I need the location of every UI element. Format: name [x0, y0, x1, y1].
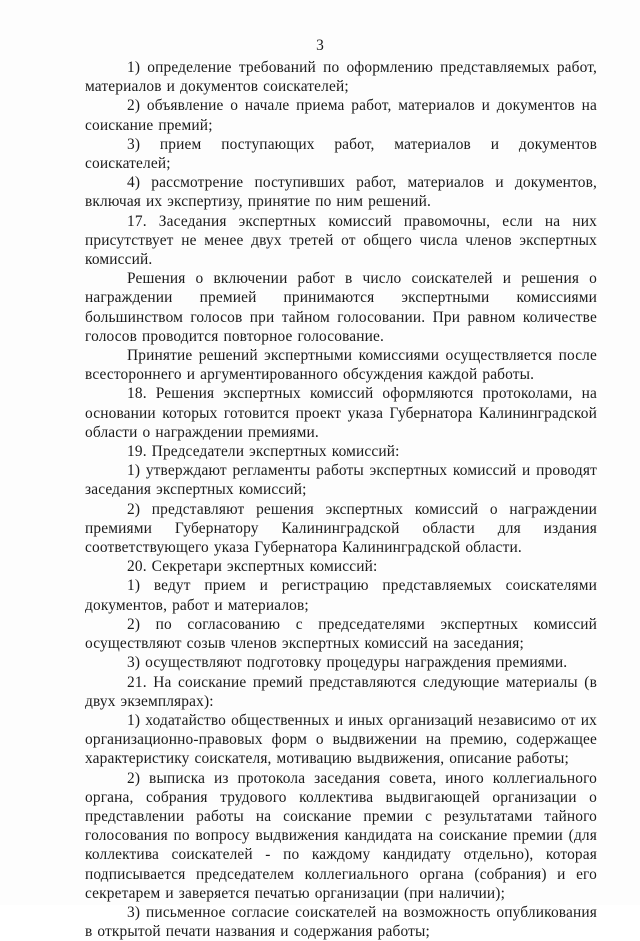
- paragraph: 1) ведут прием и регистрацию представляемых соискателями документов, работ и материалов;: [85, 577, 597, 614]
- paragraph: 1) ходатайство общественных и иных организаций независимо от их организационно-правовых форм о выдвижении на премию, содержащее характеристику соискателя, мотивацию выдвижения, описание работы;: [85, 711, 597, 768]
- page-number: 3: [316, 37, 324, 54]
- paragraph: 2) выписка из протокола заседания совета, иного коллегиального органа, собрания трудового коллектива выдвигающей организации о представлении работы на соискание премии с результатами тайного голосования по вопросу выдвижения кандидата на соискание премии (для коллектива соискателей - по каждому кандидату отдельно), которая подписывается председателем коллегиального органа (собрания) и его секретарем и заверяется печатью организации (при наличии);: [85, 769, 597, 902]
- paragraph: 1) определение требований по оформлению представляемых работ, материалов и документов соискателей;: [85, 59, 597, 96]
- paragraph: 3) прием поступающих работ, материалов и документов соискателей;: [85, 135, 597, 173]
- paragraph: Решения о включении работ в число соискателей и решения о награждении премией принимаются экспертными комиссиями большинством голосов при тайном голосовании. При равном количестве голосов проводится повторное голосование.: [85, 270, 597, 345]
- paragraph: 2) представляют решения экспертных комиссий о награждении премиями Губернатору Калининградской области для издания соответствующего указа Губернатора Калининградской области.: [85, 500, 597, 557]
- paragraph: 2) объявление о начале приема работ, материалов и документов на соискание премий;: [85, 97, 597, 134]
- paragraph: 3) письменное согласие соискателей на возможность опубликования в открытой печати названия и содержания работы;: [85, 903, 597, 941]
- paragraph: 21. На соискание премий представляются следующие материалы (в двух экземплярах):: [85, 673, 597, 710]
- paragraph: Принятие решений экспертными комиссиями осуществляется после всестороннего и аргументированного обсуждения каждой работы.: [85, 347, 597, 384]
- paragraph: 17. Заседания экспертных комиссий правомочны, если на них присутствует не менее двух третей от общего числа членов экспертных комиссий.: [85, 212, 597, 269]
- paragraph: 2) по согласованию с председателями экспертных комиссий осуществляют созыв членов экспертных комиссий на заседания;: [85, 615, 597, 653]
- paragraph: 3) осуществляют подготовку процедуры награждения премиями.: [127, 654, 568, 672]
- document-body: [85, 58, 597, 941]
- paragraph: 19. Председатели экспертных комиссий:: [127, 443, 400, 461]
- paragraph: 18. Решения экспертных комиссий оформляются протоколами, на основании которых готовится проект указа Губернатора Калининградской области о награждении премиями.: [85, 385, 597, 441]
- paragraph: 4) рассмотрение поступивших работ, материалов и документов, включая их экспертизу, принятие по ним решений.: [85, 174, 597, 211]
- paragraph: 1) утверждают регламенты работы экспертных комиссий и проводят заседания экспертных комиссий;: [85, 462, 597, 499]
- paragraph: 20. Секретари экспертных комиссий:: [127, 558, 378, 576]
